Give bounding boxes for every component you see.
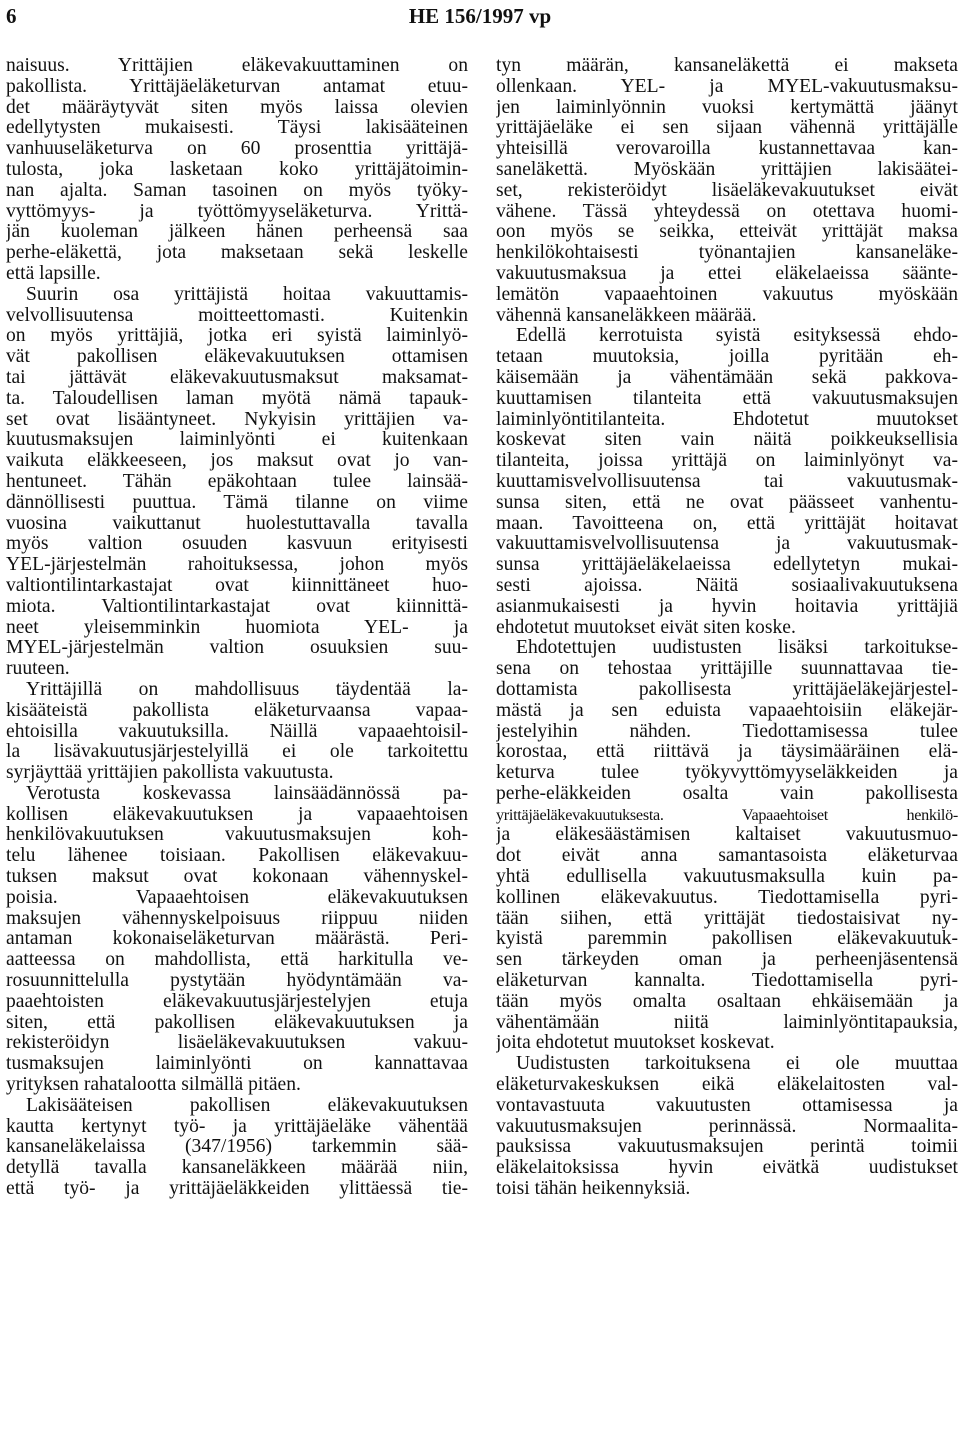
text-line: tetaan muutoksia, joilla pyritään eh- [496,347,958,368]
text-line: jän kuoleman jälkeen hänen perheensä saa [6,222,468,243]
text-line: hentuneet. Tähän epäkohtaan tulee lainsää- [6,471,468,492]
text-line: että työ- ja yrittäjäeläkkeiden ylittäessä tie- [6,1179,468,1200]
text-line: pauksissa vakuutusmaksujen perintä toimii [496,1137,958,1158]
text-line: nan ajalta. Saman tasoinen on myös työky- [6,180,468,201]
text-line: rekisteröidyn lisäeläkevakuutuksen vakuu- [6,1033,468,1054]
text-line: edellytysten mukaisesti. Täysi lakisääteinen [6,118,468,139]
text-line: joita ehdotetut muutokset koskevat. [496,1033,775,1054]
text-line: Verotusta koskevassa lainsäädännössä pa- [26,783,468,804]
text-line: rosuunnittelulla pystytään hyödyntämään va- [6,971,468,992]
text-line: vontavastuuta vakuutusten ottamisessa ja [496,1095,958,1116]
text-line: MYEL-järjestelmän valtion osuuksien suu- [6,638,468,659]
text-line: ja eläkesäästämisen kaltaiset vakuutusmuo- [496,825,958,846]
text-line: yrityksen rahatalootta silmällä pitäen. [6,1075,301,1096]
text-line: käisemään ja vähentämään sekä pakkova- [496,367,958,388]
text-line: velvollisuutensa moitteettomasti. Kuitenkin [6,305,468,326]
text-line: ehdotetut muutokset eivät siten koske. [496,617,796,638]
text-line: la lisävakuutusjärjestelyillä ei ole tarkoitettu [6,742,468,763]
text-line: henkilövakuutuksen vakuutusmaksujen koh- [6,825,468,846]
text-line: sunsa yrittäjäeläkelaeissa edellytetyn mukai- [496,555,958,576]
text-line: perhe-eläkettä, jota maksetaan sekä leskelle [6,243,468,264]
text-line: tyn määrän, kansaneläkettä ei makseta [496,56,958,76]
text-line: YEL-järjestelmän rahoituksessa, johon myös [6,555,468,576]
text-line: kisääteistä pakollista eläketurvaansa vapaa- [6,700,468,721]
text-line: ehtoisilla vakuutuksilla. Näillä vapaaehtoisil- [6,721,468,742]
text-line: vät pakollisen eläkevakuutuksen ottamisen [6,347,468,368]
text-line: yrittäjäeläke ei sen sijaan vähennä yrittäjälle [496,118,958,139]
text-line: toisi tähän heikennyksiä. [496,1179,691,1200]
text-line: on myös yrittäjiä, jotka eri syistä laiminlyö- [6,326,468,347]
document-id: HE 156/1997 vp [408,4,552,28]
text-line: det määräytyvät siten myös laissa olevien [6,97,468,118]
text-line: eläkelaitoksissa hyvin eivätkä uudistukset [496,1158,958,1179]
text-line: maan. Tavoitteena on, että yrittäjät hoitavat [496,513,958,534]
text-line: Ehdotettujen uudistusten lisäksi tarkoitukse- [516,638,958,659]
text-line: henkilökohtaisesti työnantajien kansaneläke- [496,243,958,264]
text-line: laiminlyöntitilanteita. Ehdotetut muutokset [496,409,958,430]
text-line: sen tärkeyden oman ja perheenjäsentensä [496,950,958,971]
text-line: vaikuta eläkkeeseen, jos maksut ovat jo van- [6,451,468,472]
text-line: dännöllisesti puuttua. Tämä tilanne on viime [6,492,468,513]
text-line: ta. Taloudellisen laman myötä nämä tapauk- [6,388,468,409]
text-line: kollinen eläkevakuutus. Tiedottamisella pyri- [496,887,958,908]
text-line: naisuus. Yrittäjien eläkevakuuttaminen on [6,56,468,76]
text-line: jen laiminlyönnin vuoksi kertymättä jäänyt [496,97,958,118]
text-line: paaehtoisten eläkevakuutusjärjestelyjen etuja [6,991,468,1012]
left-column [6,56,468,1200]
text-line: vuosina vaikuttanut huolestuttavalla tavalla [6,513,468,534]
text-line: yhtä edullisella vakuutusmaksulla kuin pa- [496,867,958,888]
text-line: sesti ajoissa. Näitä sosiaalivakuutuksena [496,575,958,596]
text-line: pakollista. Yrittäjäeläketurvan antamat etuu- [6,76,468,97]
text-line: asianmukaisesti ja hyvin hoitavia yrittäjiä [496,596,958,617]
text-line: aatteessa on mahdollista, että harkitulla ve- [6,950,468,971]
text-line: vakuutusmaksujen perinnässä. Normaalita- [496,1116,958,1137]
text-line: yrittäjäeläkevakuutuksesta. Vapaaehtoiset henkilö- [496,805,958,824]
text-line: että lapsille. [6,263,101,284]
text-line: Yrittäjillä on mahdollisuus täydentää la- [26,679,468,700]
page-number: 6 [6,4,17,28]
text-line: ruuteen. [6,659,70,680]
text-line: dottamista pakollisesta yrittäjäeläkejärjestel- [496,679,958,700]
text-line: siten, että pakollisen eläkevakuutuksen ja [6,1012,468,1033]
text-line: miota. Valtiontilintarkastajat ovat kiinnittä- [6,596,468,617]
text-line: maksujen vähennyskelpoisuus riippuu niiden [6,908,468,929]
text-line: saneläkettä. Myöskään yrittäjien lakisäätei- [496,159,958,180]
text-line: eläketurvakeskuksen eikä eläkelaitosten val- [496,1075,958,1096]
text-line: jestelyihin nähden. Tiedottamisessa tulee [496,721,958,742]
text-line: lemätön vapaaehtoinen vakuutus myöskään [496,284,958,305]
text-line: vakuutusmaksua ja ettei eläkelaeissa säänte- [496,263,958,284]
right-column [496,56,958,1200]
text-line: syrjäyttää yrittäjien pakollista vakuutusta. [6,763,334,784]
text-line: tään siihen, että yrittäjät tiedostaisivat ny- [496,908,958,929]
page-header [0,4,960,34]
text-line: kuutusmaksujen laiminlyönti ei kuitenkaan [6,430,468,451]
text-line: tilanteita, joissa yrittäjä on laiminlyönyt va- [496,451,958,472]
text-line: kautta kertynyt työ- ja yrittäjäeläke vähentää [6,1116,468,1137]
text-line: kansaneläkelaissa (347/1956) tarkemmin sää- [6,1137,468,1158]
text-line: vähennä kansaneläkkeen määrää. [496,305,757,326]
text-line: perhe-eläkkeiden osalta vain pakollisesta [496,783,958,804]
text-line: detyllä tavalla kansaneläkkeen määrää niin, [6,1158,468,1179]
text-line: keturva tulee työkyvyttömyyseläkkeiden ja [496,763,958,784]
text-line: tulosta, joka lasketaan koko yrittäjätoimin- [6,159,468,180]
text-line: kyistä paremmin pakollisen eläkevakuutuk- [496,929,958,950]
text-line: Edellä kerrotuista syistä esityksessä ehdo- [516,326,958,347]
text-line: Uudistusten tarkoituksena ei ole muuttaa [516,1054,958,1075]
text-line: kollisen eläkevakuutuksen ja vapaaehtoisen [6,804,468,825]
text-line: set, rekisteröidyt lisäeläkevakuutukset eivät [496,180,958,201]
text-line: tai jättävät eläkevakuutusmaksut maksamat- [6,367,468,388]
text-line: kuuttamisvelvollisuutensa tai vakuutusmak- [496,471,958,492]
text-line: kuuttamisen tilanteita että vakuutusmaksujen [496,388,958,409]
text-line: sena on tehostaa yrittäjille suunnattavaa tie- [496,659,958,680]
text-line: oon myös se seikka, etteivät yrittäjät maksa [496,222,958,243]
text-line: Suurin osa yrittäjistä hoitaa vakuuttamis- [26,284,468,305]
text-line: vyttömyys- ja työttömyyseläketurva. Yrittä- [6,201,468,222]
text-line: Lakisääteisen pakollisen eläkevakuutuksen [26,1095,468,1116]
text-line: dot eivät anna samantasoista eläketurvaa [496,846,958,867]
text-line: ollenkaan. YEL- ja MYEL-vakuutusmaksu- [496,76,958,97]
text-line: korostaa, että riittävä ja täysimääräinen elä- [496,742,958,763]
text-line: eläketurvan kannalta. Tiedottamisella pyri- [496,971,958,992]
text-line: vähene. Tässä yhteydessä on otettava huomi- [496,201,958,222]
text-line: tusmaksujen laiminlyönti on kannattavaa [6,1054,468,1075]
text-line: vakuuttamisvelvollisuutensa ja vakuutusmak- [496,534,958,555]
text-line: mästä ja sen eduista vapaaehtoisiin eläkejär- [496,700,958,721]
text-line: tuksen maksut ovat kokonaan vähennyskel- [6,867,468,888]
text-line: tään myös omalta osaltaan ehkäisemään ja [496,991,958,1012]
text-line: antaman kokonaiseläketurvan määrästä. Peri- [6,929,468,950]
text-line: vähentämään niitä laiminlyöntitapauksia, [496,1012,958,1033]
text-line: telu lähenee toisiaan. Pakollisen eläkevakuu- [6,846,468,867]
text-line: poisia. Vapaaehtoisen eläkevakuutuksen [6,887,468,908]
text-line: myös valtion osuuden kasvuun erityisesti [6,534,468,555]
text-line: neet yleisemminkin huomiota YEL- ja [6,617,468,638]
text-line: koskevat siten vain näitä poikkeuksellisia [496,430,958,451]
text-line: set ovat lisääntyneet. Nykyisin yrittäjien va- [6,409,468,430]
text-line: valtiontilintarkastajat ovat kiinnittäneet huo- [6,575,468,596]
text-line: sunsa siten, että ne ovat päässeet vanhentu- [496,492,958,513]
text-line: yhteisillä verovaroilla kustannettavaa kan- [496,139,958,160]
text-line: vanhuuseläketurva on 60 prosenttia yrittäjä- [6,139,468,160]
